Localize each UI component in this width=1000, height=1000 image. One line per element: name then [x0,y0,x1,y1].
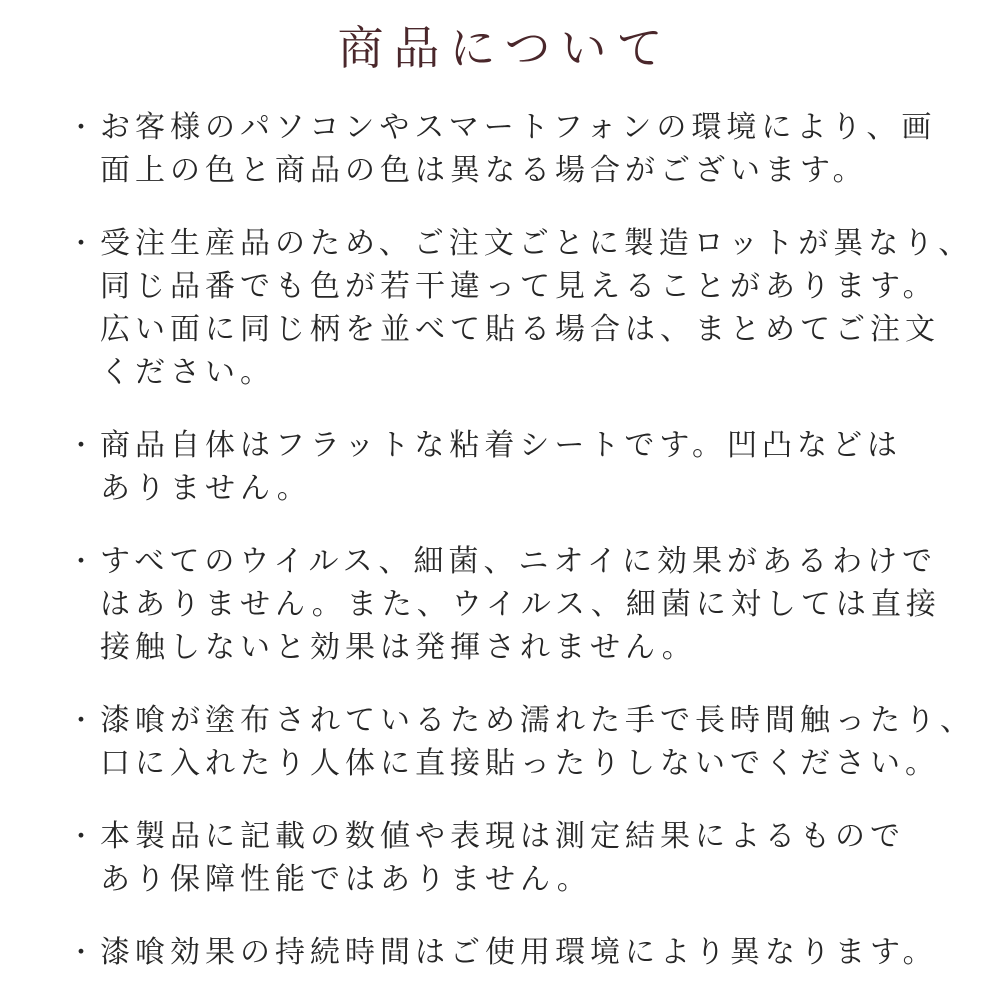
bullet-dot-icon: ・ [68,705,95,735]
bullet-text [100,424,960,510]
bullet-line: 面上の色と商品の色は異なる場合がございます。 [100,154,868,187]
bullet-line: 商品自体はフラットな粘着シートです。凹凸などは [100,429,902,462]
bullet-dot-icon: ・ [68,546,95,576]
bullet-text [100,931,960,974]
notice-bullet-item [68,424,960,510]
notice-bullet-list [0,106,1000,974]
bullet-line: お客様のパソコンやスマートフォンの環境により、画 [100,111,937,144]
bullet-text [100,815,960,901]
bullet-dot-icon: ・ [68,430,95,460]
bullet-dot-icon: ・ [68,228,95,258]
bullet-line: すべてのウイルス、細菌、ニオイに効果があるわけで [100,545,937,578]
bullet-line: 本製品に記載の数値や表現は測定結果によるもので [100,820,905,853]
bullet-line: ありません。 [100,472,312,505]
bullet-text [100,699,975,785]
bullet-line: はありません。また、ウイルス、細菌に対しては直接 [100,588,941,621]
page-title: 商品について [337,22,673,74]
bullet-text [100,540,960,669]
bullet-line: 漆喰が塗布されているため濡れた手で長時間触ったり、 [100,704,975,737]
bullet-dot-icon: ・ [68,821,95,851]
notice-bullet-item [68,699,975,785]
bullet-line: 同じ品番でも色が若干違って見えることがあります。 [100,270,938,303]
notice-bullet-item [68,106,960,192]
bullet-line: 接触しないと効果は発揮されません。 [100,631,697,664]
bullet-text [100,106,960,192]
notice-bullet-item [68,540,960,669]
bullet-dot-icon: ・ [68,937,95,967]
bullet-line: 口に入れたり人体に直接貼ったりしないでください。 [100,747,940,780]
bullet-line: 受注生産品のため、ご注文ごとに製造ロットが異なり、 [100,227,974,260]
bullet-line: あり保障性能ではありません。 [100,863,592,896]
bullet-line: 漆喰効果の持続時間はご使用環境により異なります。 [100,936,938,969]
notice-bullet-item [68,931,960,974]
bullet-text [100,222,974,394]
notice-bullet-item [68,815,960,901]
bullet-dot-icon: ・ [68,112,95,142]
bullet-line: 広い面に同じ柄を並べて貼る場合は、まとめてご注文 [100,313,940,346]
bullet-line: ください。 [100,356,275,389]
notice-bullet-item [68,222,974,394]
